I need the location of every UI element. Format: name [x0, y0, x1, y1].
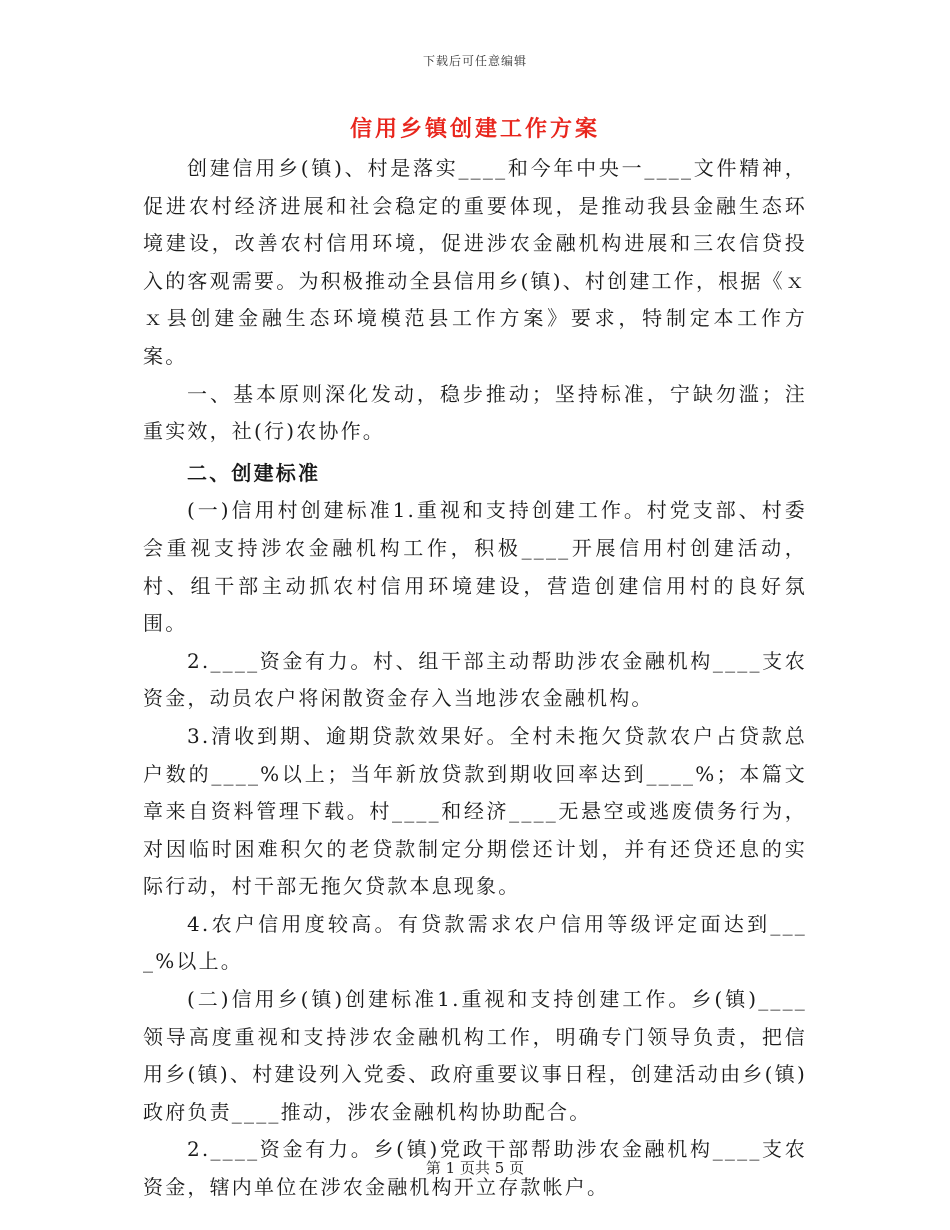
township-item-2-paragraph: 2.____资金有力。乡(镇)党政干部帮助涉农金融机构____支农资金，辖内单位在涉农金融机构开立存款帐户。: [143, 1137, 807, 1200]
page-footer: 第 1 页共 5 页: [425, 1159, 525, 1177]
village-item-4-paragraph: 4.农户信用度较高。有贷款需求农户信用等级评定面达到____%以上。: [143, 911, 807, 974]
village-item-2-paragraph: 2.____资金有力。村、组干部主动帮助涉农金融机构____支农资金，动员农户将闲散资金存入当地涉农金融机构。: [143, 648, 807, 711]
document-body: [143, 150, 807, 1207]
village-item-3-paragraph: 3.清收到期、逾期贷款效果好。全村未拖欠贷款农户占贷款总户数的____%以上；当年新放贷款到期收回率达到____%；本篇文章来自资料管理下载。村____和经济____无悬空或逃废债务行为，对因临时困难积欠的老贷款制定分期偿还计划，并有还贷还息的实际行动，村干部无拖欠贷款本息现象。: [143, 723, 807, 899]
section-2-heading: 二、创建标准: [187, 460, 321, 485]
village-standard-paragraph: (一)信用村创建标准1.重视和支持创建工作。村党支部、村委会重视支持涉农金融机构工作，积极____开展信用村创建活动，村、组干部主动抓农村信用环境建设，营造创建信用村的良好氛围。: [143, 498, 807, 636]
section-1-paragraph: 一、基本原则深化发动，稳步推动；坚持标准，宁缺勿滥；注重实效，社(行)农协作。: [143, 381, 807, 444]
township-standard-paragraph: (二)信用乡(镇)创建标准1.重视和支持创建工作。乡(镇)____领导高度重视和支持涉农金融机构工作，明确专门领导负责，把信用乡(镇)、村建设列入党委、政府重要议事日程，创建活动由乡(镇)政府负责____推动，涉农金融机构协助配合。: [143, 987, 807, 1124]
intro-paragraph: 创建信用乡(镇)、村是落实____和今年中央一____文件精神，促进农村经济进展和社会稳定的重要体现，是推动我县金融生态环境建设，改善农村信用环境，促进涉农金融机构进展和三农信贷投入的客观需要。为积极推动全县信用乡(镇)、村创建工作，根据《ｘｘ县创建金融生态环境模范县工作方案》要求，特制定本工作方案。: [143, 156, 807, 368]
document-title: 信用乡镇创建工作方案: [349, 116, 600, 142]
page-header: 下载后可任意编辑: [422, 54, 527, 68]
